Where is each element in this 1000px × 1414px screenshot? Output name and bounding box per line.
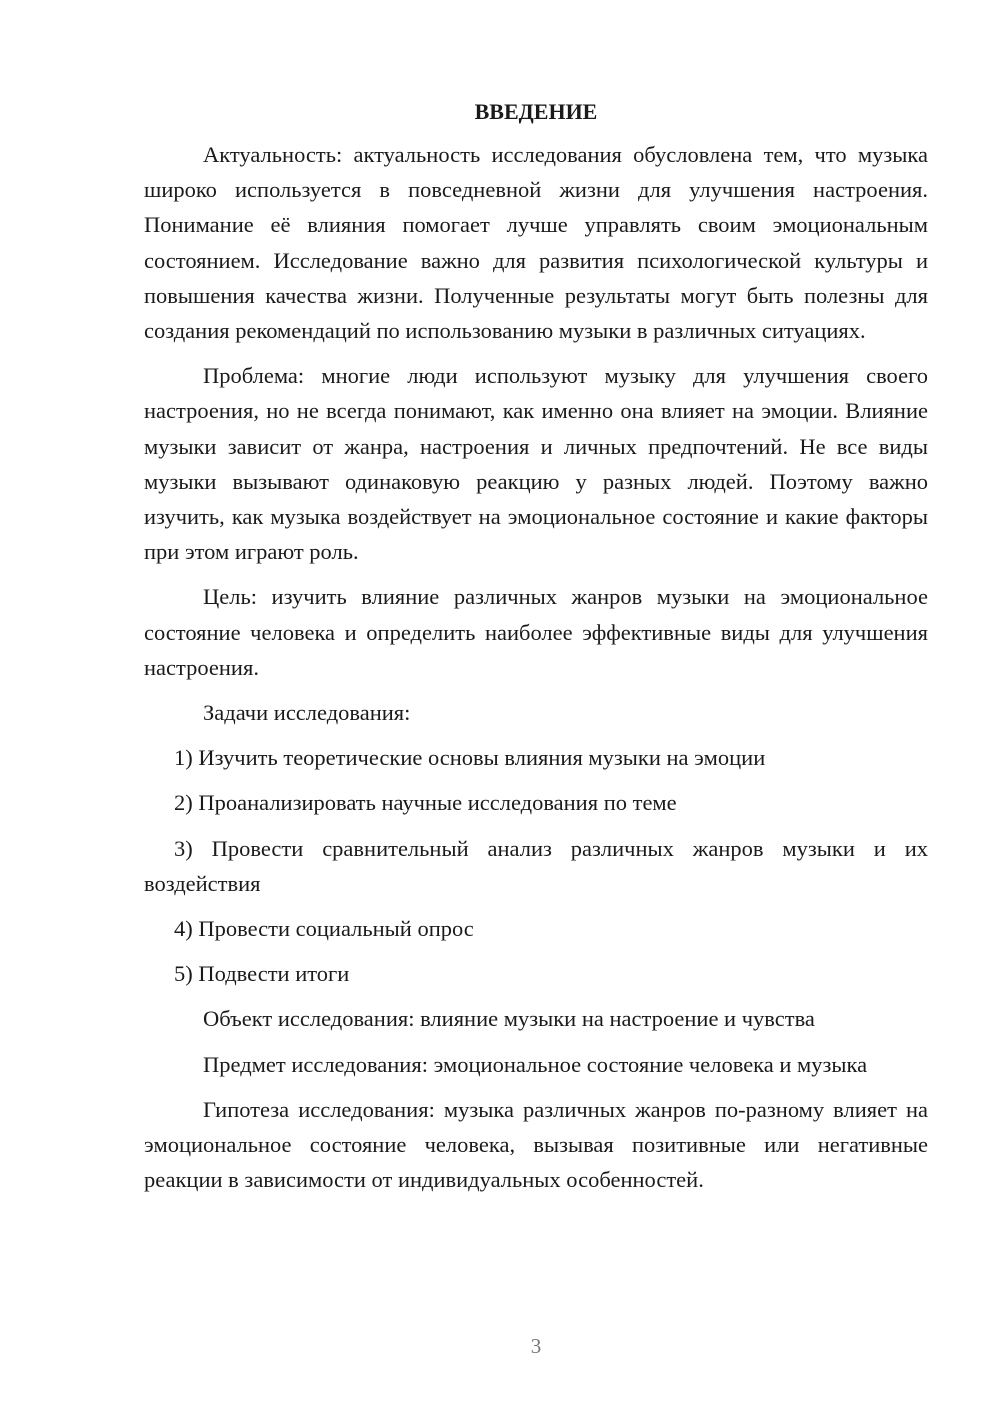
hypothesis-paragraph: Гипотеза исследования: музыка различных жанров по-разному влияет на эмоциональное состояние человека, вызывая позитивные или негативные реакции в зависимости от индивидуальных особенностей. <box>144 1096 928 1193</box>
goal-paragraph: Цель: изучить влияние различных жанров музыки на эмоциональное состояние человека и определить наиболее эффективные виды для улучшения настроения. <box>144 584 928 680</box>
task-item-4: 4) Провести социальный опрос <box>174 916 474 942</box>
relevance-paragraph: Актуальность: актуальность исследования обусловлена тем, что музыка широко используется в повседневной жизни для улучшения настроения. Понимание её влияния помогает лучше управлять своим эмоциональным состоянием. Исследование важно для развития психологической культуры и повышения качества жизни. Полученные результаты могут быть полезны для создания рекомендаций по использованию музыки в различных ситуациях. <box>144 142 928 344</box>
tasks-heading: Задачи исследования: <box>203 700 411 726</box>
task-item-1: 1) Изучить теоретические основы влияния музыки на эмоции <box>174 745 766 771</box>
page-number: 3 <box>530 1334 542 1358</box>
problem-paragraph: Проблема: многие люди используют музыку для улучшения своего настроения, но не всегда понимают, как именно она влияет на эмоции. Влияние музыки зависит от жанра, настроения и личных предпочтений. Не все виды музыки вызывают одинаковую реакцию у разных людей. Поэтому важно изучить, как музыка воздействует на эмоциональное состояние и какие факторы при этом играют роль. <box>144 363 928 565</box>
subject-paragraph: Предмет исследования: эмоциональное состояние человека и музыка <box>203 1051 868 1077</box>
task-item-3: 3) Провести сравнительный анализ различных жанров музыки и их воздействия <box>144 835 928 896</box>
document-page <box>144 94 928 1197</box>
task-item-5: 5) Подвести итоги <box>174 961 350 987</box>
task-item-2: 2) Проанализировать научные исследования по теме <box>174 790 677 816</box>
object-paragraph: Объект исследования: влияние музыки на настроение и чувства <box>203 1006 815 1032</box>
page-title: ВВЕДЕНИЕ <box>474 99 598 124</box>
